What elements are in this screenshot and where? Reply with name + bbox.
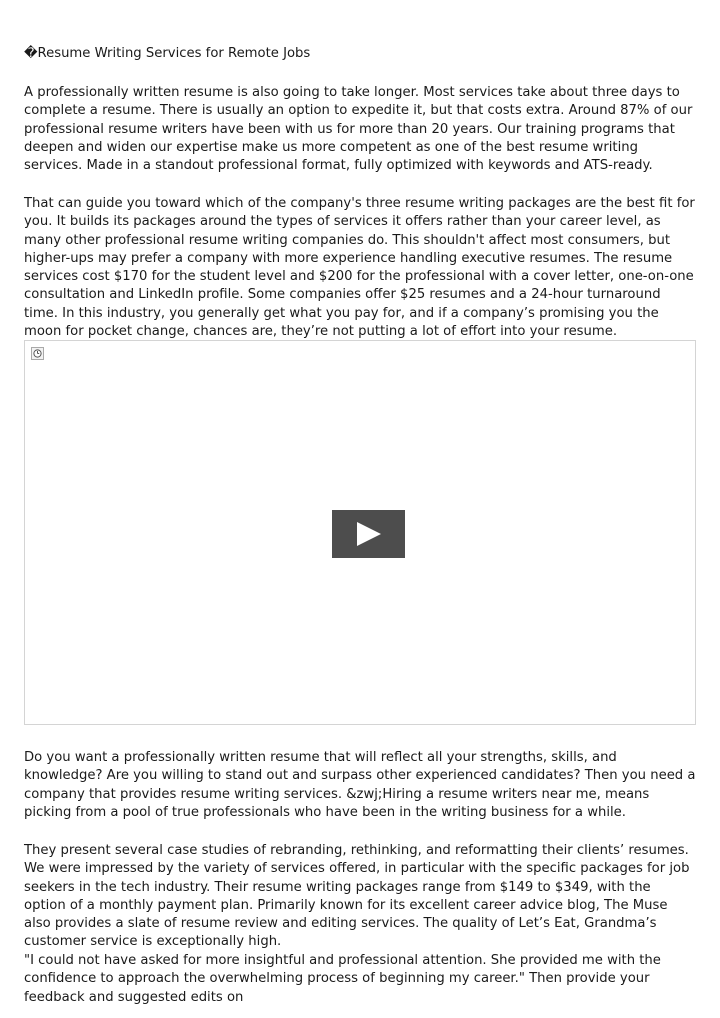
page-title: �Resume Writing Services for Remote Jobs xyxy=(24,46,311,61)
paragraph-5: "I could not have asked for more insightful and professional attention. She provided me with the confidence to approach the overwhelming process of beginning my career." Then provide your feedback and suggested edits on xyxy=(24,953,661,1005)
clock-icon xyxy=(31,347,44,360)
paragraph-4: They present several case studies of rebranding, rethinking, and reformatting their clients’ resumes. We were impressed by the variety of services offered, in particular with the specific packages for job seekers in the tech industry. Their resume writing packages range from $149 to $349, with the option of a monthly payment plan. Primarily known for its excellent career advice blog, The Muse also provides a slate of resume review and editing services. The quality of Let’s Eat, Grandma’s customer service is exceptionally high. xyxy=(24,843,690,950)
paragraph-1: A professionally written resume is also going to take longer. Most services take about three days to complete a resume. There is usually an option to expedite it, but that costs extra. Around 87% of our professional resume writers have been with us for more than 20 years. Our training programs that deepen and widen our expertise make us more competent as one of the best resume writing services. Made in a standout professional format, fully optimized with keywords and ATS-ready. xyxy=(24,85,693,174)
paragraph-2: That can guide you toward which of the company's three resume writing packages are the best fit for you. It builds its packages around the types of services it offers rather than your career level, as many other professional resume writing companies do. This shouldn't affect most consumers, but higher-ups may prefer a company with more experience handling executive resumes. The resume services cost $170 for the student level and $200 for the professional with a cover letter, one-on-one consultation and LinkedIn profile. Some companies offer $25 resumes and a 24-hour turnaround time. In this industry, you generally get what you pay for, and if a company’s promising you the moon for pocket change, chances are, they’re not putting a lot of effort into your resume. xyxy=(24,196,695,340)
play-button[interactable] xyxy=(332,510,405,558)
paragraph-3: Do you want a professionally written resume that will reflect all your strengths, skills, and knowledge? Are you willing to stand out and surpass other experienced candidates? Then you need a company that provides resume writing services. &zwj;Hiring a resume writers near me, means picking from a pool of true professionals who have been in the writing business for a while. xyxy=(24,750,696,820)
video-embed[interactable] xyxy=(24,340,696,725)
play-icon xyxy=(357,522,381,546)
